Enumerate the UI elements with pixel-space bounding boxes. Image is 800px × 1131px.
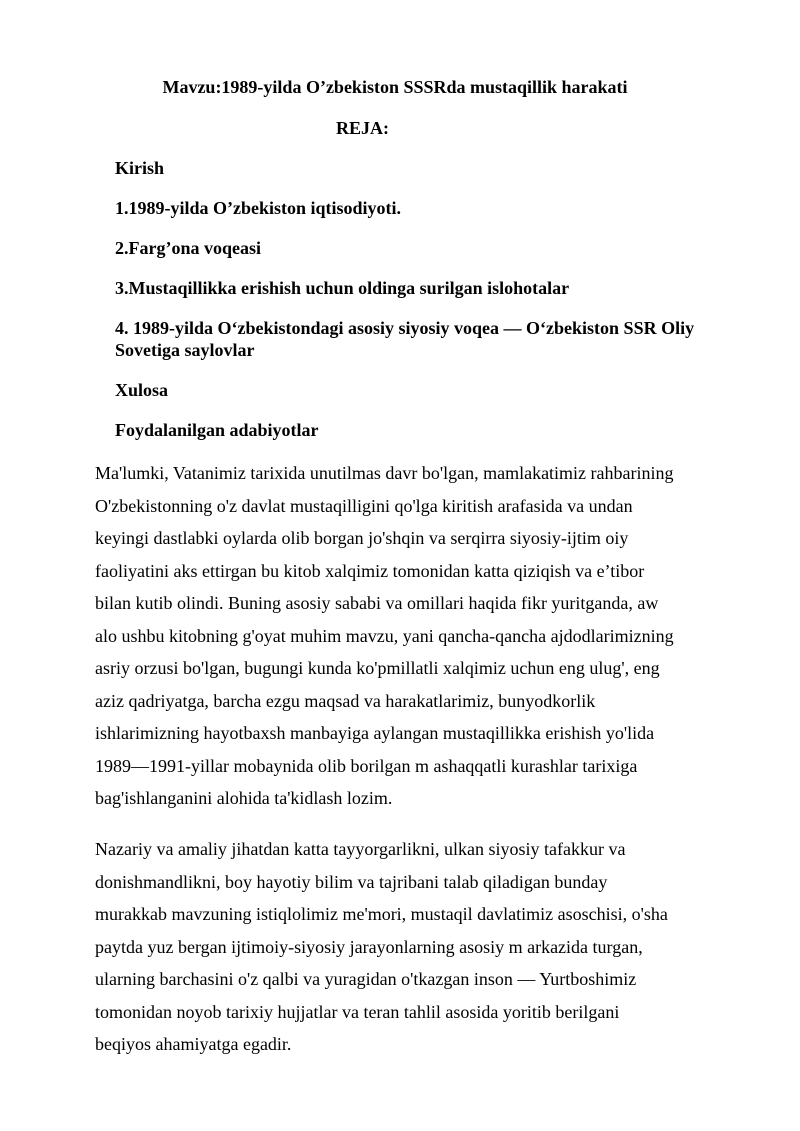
body-paragraph-1 [95, 457, 710, 815]
plan-item-3: 3.Mustaqillikka erishish uchun oldinga surilgan islohotalar [115, 278, 570, 298]
plan-list [115, 157, 715, 459]
body-paragraph-2 [95, 833, 710, 1061]
paragraph-line: paytda yuz bergan ijtimoiy-siyosiy jarayonlarning asosiy m arkazida turgan, [95, 936, 643, 957]
paragraph-line: keyingi dastlabki oylarda olib borgan jo'shqin va serqirra siyosiy-ijtim oiy [95, 528, 629, 548]
plan-item-4: 4. 1989-yilda O‘zbekistondagi asosiy siyosiy voqea — O‘zbekiston SSR Oliy Sovetiga saylovlar [115, 318, 695, 360]
plan-item-2: 2.Farg’ona voqeasi [115, 238, 261, 258]
paragraph-line: aziz qadriyatga, barcha ezgu maqsad va harakatlarimiz, bunyodkorlik [95, 690, 596, 711]
plan-item-intro: Kirish [115, 158, 165, 178]
paragraph-line: beqiyos ahamiyatga egadir. [95, 1034, 292, 1054]
paragraph-line: asriy orzusi bo'lgan, bugungi kunda ko'pmillatli xalqimiz uchun eng ulug', eng [95, 658, 660, 678]
paragraph-line: ularning barchasini o'z qalbi va yuragidan o'tkazgan inson — Yurtboshimiz [95, 969, 637, 989]
paragraph-line: 1989—1991-yillar mobaynida olib borilgan m ashaqqatli kurashlar tarixiga [95, 755, 638, 776]
plan-item-1: 1.1989-yilda O’zbekiston iqtisodiyoti. [115, 198, 402, 218]
paragraph-line: murakkab mavzuning istiqlolimiz me'mori, mustaqil davlatimiz asoschisi, o'sha [95, 904, 668, 924]
paragraph-line: bilan kutib olindi. Buning asosiy sababi va omillari haqida fikr yuritganda, aw [95, 593, 659, 613]
plan-item-references: Foydalanilgan adabiyotlar [115, 420, 319, 440]
paragraph-line: O'zbekistonning o'z davlat mustaqilligini qo'lga kiritish arafasida va undan [95, 495, 633, 516]
plan-item-conclusion: Xulosa [115, 380, 169, 400]
paragraph-line: alo ushbu kitobning g'oyat muhim mavzu, yani qancha-qancha ajdodlarimizning [95, 625, 674, 646]
paragraph-line: donishmandlikni, boy hayotiy bilim va tajribani talab qiladigan bunday [95, 871, 608, 892]
paragraph-line: tomonidan noyob tarixiy hujjatlar va teran tahlil asosida yoritib berilgani [95, 1001, 620, 1022]
paragraph-line: Ma'lumki, Vatanimiz tarixida unutilmas davr bo'lgan, mamlakatimiz rahbarining [95, 463, 674, 483]
paragraph-line: faoliyatini aks ettirgan bu kitob xalqimiz tomonidan katta qiziqish va e’tibor [95, 560, 645, 581]
plan-heading: REJA: [336, 118, 389, 138]
paragraph-line: ishlarimizning hayotbaxsh manbayiga aylangan mustaqillikka erishish yo'lida [95, 723, 655, 743]
paragraph-line: bag'ishlanganini alohida ta'kidlash lozim. [95, 788, 393, 808]
paragraph-line: Nazariy va amaliy jihatdan katta tayyorgarlikni, ulkan siyosiy tafakkur va [95, 839, 626, 859]
document-title: Mavzu:1989-yilda O’zbekiston SSSRda mustaqillik harakati [162, 77, 628, 97]
